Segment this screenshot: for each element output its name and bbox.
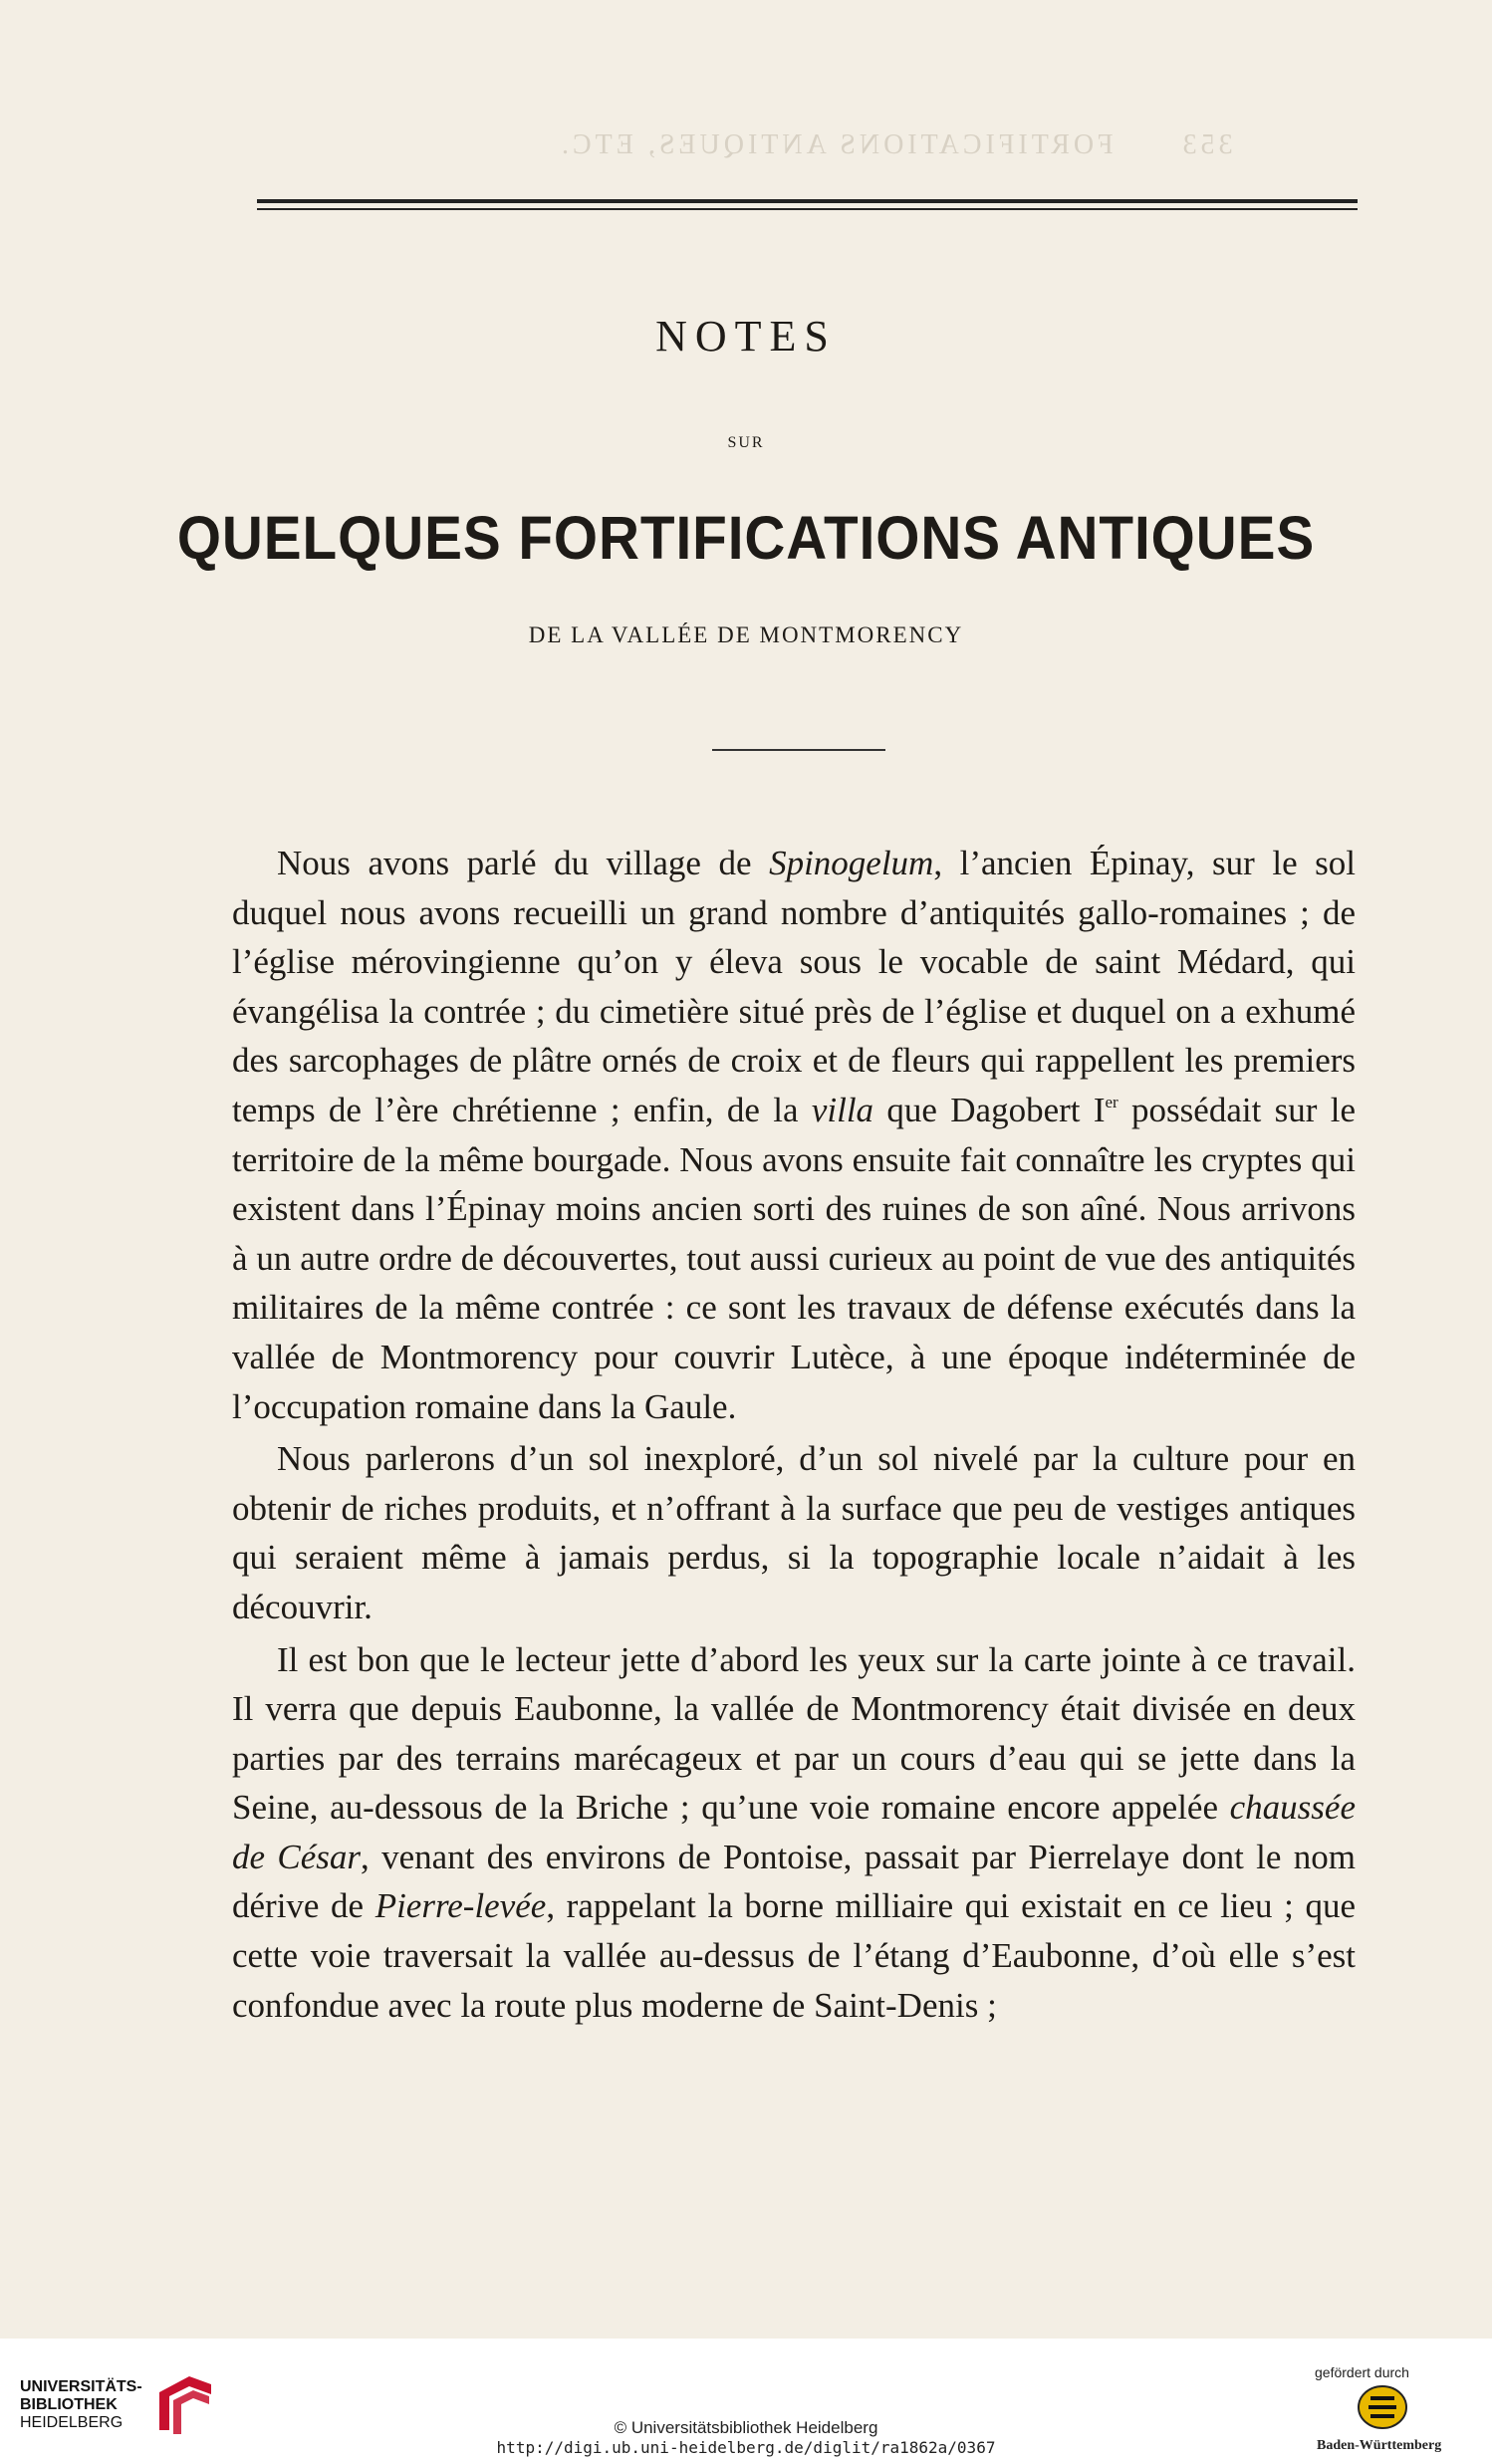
show-through-header: 353 FORTIFICATIONS ANTIQUES, ETC. (558, 129, 1233, 160)
header-rule-thick (257, 199, 1358, 203)
copyright-notice: © Universitätsbibliothek Heidelberg (614, 2418, 878, 2437)
italic-term: Spinogelum (769, 844, 934, 882)
funded-by-label: gefördert durch (1315, 2364, 1409, 2380)
paragraph-2: Nous parlerons d’un sol inexploré, d’un sol nivelé par la culture pour en obtenir de riches produits, et n’offrant à la surface que peu de vestiges antiques qui seraient même à jamais perdus, si la topographie locale n’aidait à les découvrir. (232, 1439, 1356, 1626)
paragraph-1: Nous avons parlé du village de Spinogelum, l’ancien Épinay, sur le sol duquel nous avons recueilli un grand nombre d’antiquités gallo-romaines ; de l’église mérovingienne qu’on y éleva sous le vocable de saint Médard, qui évangélisa la contrée ; du cimetière situé près de l’église et duquel on a exhumé des sarcophages de plâtre ornés de croix et de fleurs qui rappellent les premiers temps de l’ère chrétienne ; enfin, de la villa que Dagobert Ier possédait sur le territoire de la même bourgade. Nous avons ensuite fait connaître les cryptes qui existent dans l’Épinay moins ancien sorti des ruines de son aîné. Nous arrivons à un autre ordre de découvertes, tout aussi curieux au point de vue des antiquités militaires de la même contrée : ce sont les travaux de défense exécutés dans la vallée de Montmorency pour couvrir Lutèce, à une époque indéterminée de l’occupation romaine dans la Gaule. (232, 844, 1357, 1426)
funder-label: Baden-Württemberg (1317, 2438, 1442, 2453)
main-title: QUELQUES FORTIFICATIONS ANTIQUES (176, 504, 1316, 572)
baden-wuerttemberg-crest-icon (1353, 2382, 1412, 2432)
footer (0, 2339, 1492, 2464)
italic-term: villa (811, 1090, 874, 1129)
italic-term: chaussée de César (232, 1788, 1356, 1876)
library-name-line3: HEIDELBERG (20, 2414, 124, 2431)
superscript: er (1105, 1092, 1119, 1111)
header-rule-thin (257, 208, 1358, 210)
library-name-line2: BIBLIOTHEK (20, 2396, 118, 2413)
permalink-url[interactable]: http://digi.ub.uni-heidelberg.de/diglit/ra1862a/0367 (496, 2438, 996, 2457)
body-text (232, 839, 1356, 2033)
title-connector: SUR (727, 434, 765, 451)
subtitle: DE LA VALLÉE DE MONTMORENCY (528, 622, 964, 647)
title-separator-rule (712, 749, 885, 751)
paragraph-3: Il est bon que le lecteur jette d’abord les yeux sur la carte jointe à ce travail. Il verra que depuis Eaubonne, la vallée de Montmorency était divisée en deux parties par des terrains marécageux et par un cours d’eau qui se jette dans la Seine, au-dessous de la Briche ; qu’une voie romaine encore appelée chaussée de César, venant des environs de Pontoise, passait par Pierrelaye dont le nom dérive de Pierre-levée, rappelant la borne milliaire qui existait en ce lieu ; que cette voie traversait la vallée au-dessus de l’étang d’Eaubonne, d’où elle s’est confondue avec la route plus moderne de Saint-Denis ; (232, 1639, 1357, 2025)
title-notes: NOTES (655, 312, 837, 361)
library-name-line1: UNIVERSITÄTS- (20, 2378, 142, 2395)
italic-term: Pierre-levée (374, 1886, 547, 1926)
